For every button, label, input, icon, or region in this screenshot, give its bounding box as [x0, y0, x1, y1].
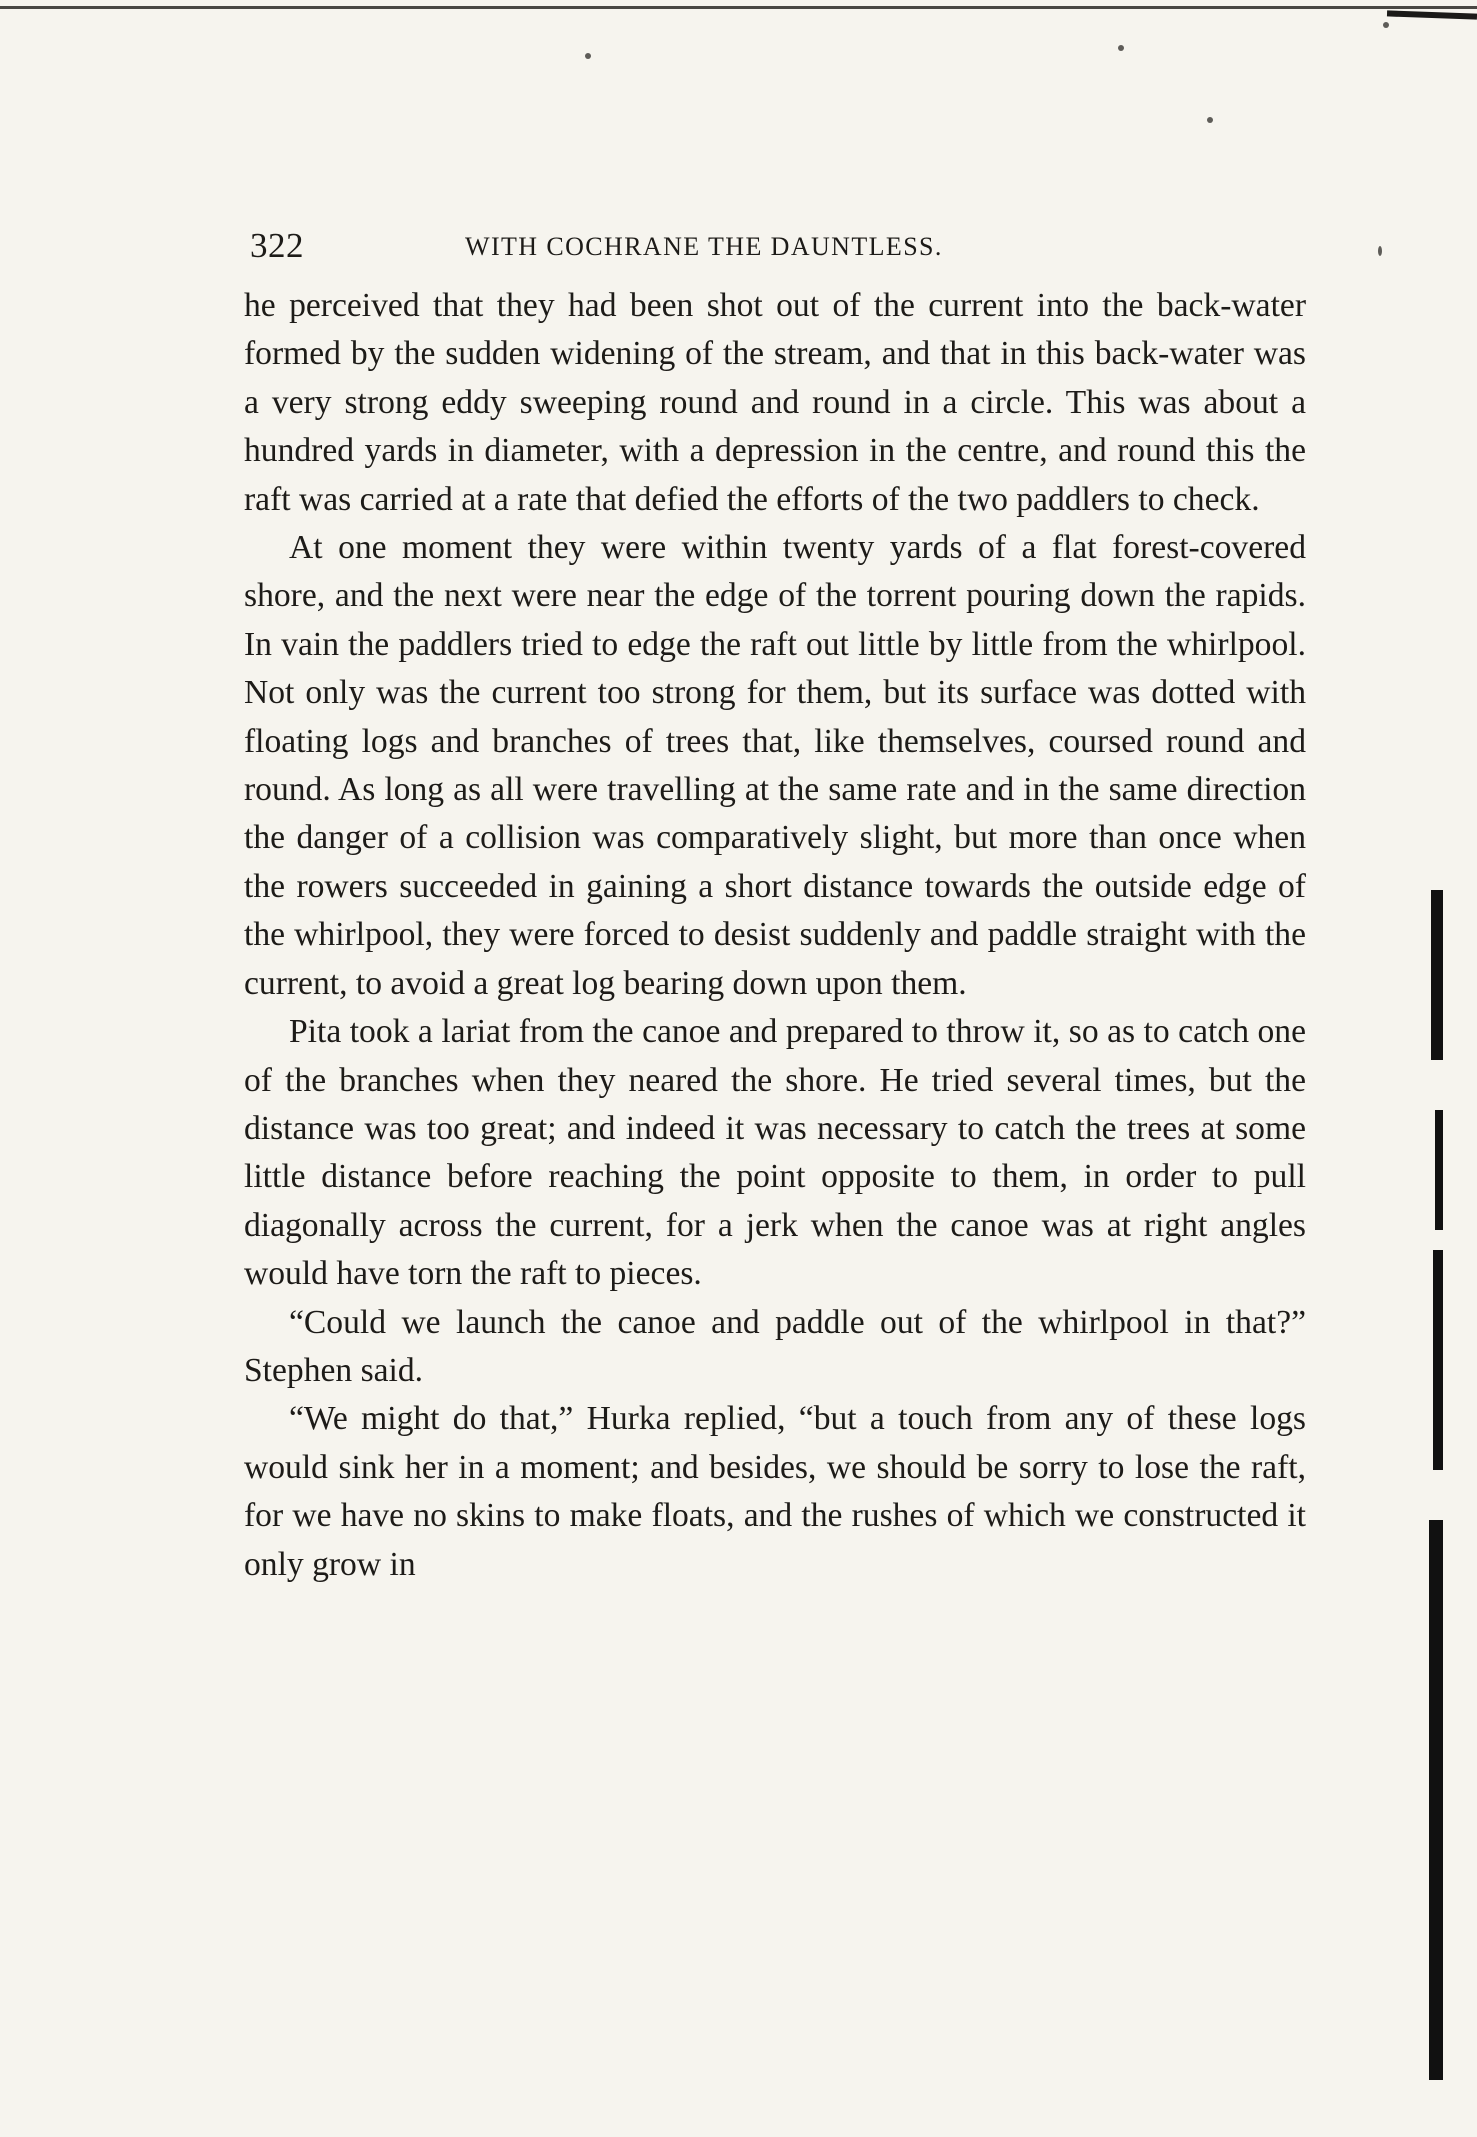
paragraph-3: Pita took a lariat from the canoe and prepared to throw it, so as to catch one of the branches when they neared the shore. He tried several times, but the distance was too great; and indeed it was necessary to catch the trees at some little distance before reaching the point opposite to them, in order to pull diagonally across the current, for a jerk when the canoe was at right angles would have torn the raft to pieces. — [244, 1013, 1306, 1293]
ink-speck — [585, 53, 591, 59]
ink-speck — [1207, 117, 1213, 123]
paragraph-2: At one moment they were within twenty yards of a flat forest-covered shore, and the next were near the edge of the torrent pouring down the rapids. In vain the paddlers tried to edge the raft out little by little from the whirlpool. Not only was the current too strong for them, but its surface was dotted with floating logs and branches of trees that, like themselves, coursed round and round. As long as all were travelling at the same rate and in the same direction the danger of a collision was comparatively slight, but more than once when the rowers succeeded in gaining a short distance towards the outside edge of the whirlpool, they were forced to desist suddenly and paddle straight with the current, to avoid a great log bearing down upon them. — [244, 529, 1306, 1002]
paragraph-1: he perceived that they had been shot out of the current into the back-water formed by the sudden widening of the stream, and that in this back-water was a very strong eddy sweeping round and round in a circle. This was about a hundred yards in diameter, with a depression in the centre, and round this the raft was carried at a rate that defied the efforts of the two paddlers to check. — [244, 287, 1306, 518]
binding-shadow — [1435, 1110, 1443, 1230]
page-number: 322 — [250, 226, 304, 265]
binding-shadow — [1431, 890, 1443, 1060]
paragraph-4: “Could we launch the canoe and paddle out of the whirlpool in that?” Stephen said. — [244, 1303, 1306, 1389]
running-head — [244, 226, 1306, 276]
ink-speck — [1378, 246, 1382, 256]
page-top-edge — [0, 6, 1477, 9]
page-corner-mark — [1387, 10, 1477, 19]
binding-shadow — [1429, 1520, 1443, 2080]
ink-speck — [1118, 45, 1124, 51]
body-text — [244, 282, 1306, 1589]
paragraph-5: “We might do that,” Hurka replied, “but a touch from any of these logs would sink her in a moment; and besides, we should be sorry to lose the raft, for we have no skins to make floats, and the rushes of which we constructed it only grow in — [244, 1400, 1306, 1583]
book-page — [244, 226, 1306, 1589]
running-title: WITH COCHRANE THE DAUNTLESS. — [465, 232, 943, 261]
ink-speck — [1383, 22, 1389, 28]
binding-shadow — [1433, 1250, 1443, 1470]
